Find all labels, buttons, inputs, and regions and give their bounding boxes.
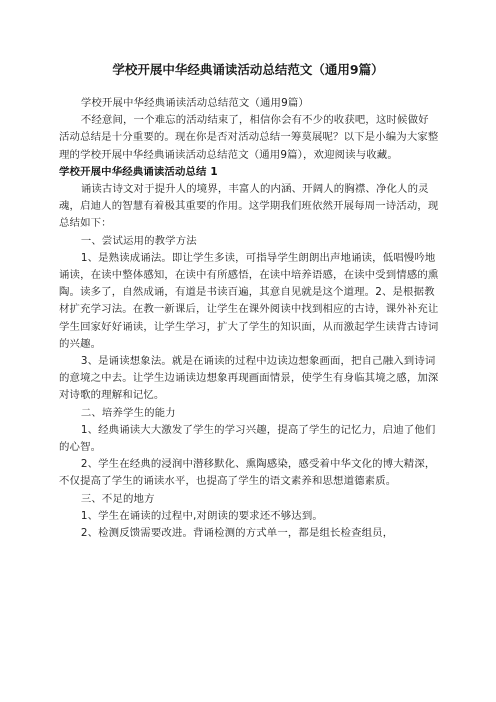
body-paragraph: 1、学生在诵读的过程中,对朗读的要求还不够达到。	[80, 509, 323, 522]
document-body	[59, 95, 439, 542]
body-paragraph: 1、经典诵读大大激发了学生的学习兴趣，提高了学生的记忆力，启迪了他们的心智。	[59, 423, 436, 454]
subheading-methods: 一、尝试运用的教学方法	[80, 234, 197, 247]
section-heading: 学校开展中华经典诵读活动总结 1	[59, 165, 218, 178]
body-paragraph: 3、是诵读想象法。就是在诵读的过程中边读边想象画面，把自己融入到诗词的意境之中去。让学生边诵读边想象再现画面情景，使学生有身临其境之感，加深对诗歌的理解和记忆。	[59, 355, 439, 402]
intro-paragraph: 不经意间，一个难忘的活动结束了，相信你会有不少的收获吧，这时候做好活动总结是十分重要的。现在你是否对活动总结一筹莫展呢？以下是小编为大家整理的学校开展中华经典诵读活动总结范文（通用9篇），欢迎阅读与收藏。	[59, 114, 439, 161]
body-paragraph: 1、是熟读成诵法。即让学生多读，可指导学生朗朗出声地诵读，低唱慢吟地诵读，在读中整体感知，在读中有所感悟，在读中培养语感，在读中受到情感的熏陶。读多了，自然成诵，有道是书读百遍，其意自见就是这个道理。2、是根据教材扩充学习法。在教一新课后，让学生在课外阅读中找到相应的古诗，课外补充让学生回家好好诵读，让学生学习，扩大了学生的知识面，从而激起学生读背古诗词的兴趣。	[59, 251, 439, 350]
intro-repeat-title: 学校开展中华经典诵读活动总结范文（通用9篇）	[80, 97, 309, 109]
body-paragraph: 2、学生在经典的浸润中潜移默化、熏陶感染，感受着中华文化的博大精深，不仅提高了学生的诵读水平，也提高了学生的语文素养和思想道德素质。	[59, 458, 436, 488]
subheading-abilities: 二、培养学生的能力	[80, 406, 176, 419]
body-paragraph: 2、检测反馈需要改进。背诵检测的方式单一，都是组长检查组员，	[80, 527, 394, 540]
subheading-shortcomings: 三、不足的地方	[80, 492, 155, 505]
body-paragraph: 诵读古诗文对于提升人的境界，丰富人的内涵、开阔人的胸襟、净化人的灵魂，启迪人的智慧有着极其重要的作用。这学期我们班依然开展每周一诗活动，现总结如下：	[59, 183, 439, 230]
document-title: 学校开展中华经典诵读活动总结范文（通用9篇）	[112, 62, 384, 77]
